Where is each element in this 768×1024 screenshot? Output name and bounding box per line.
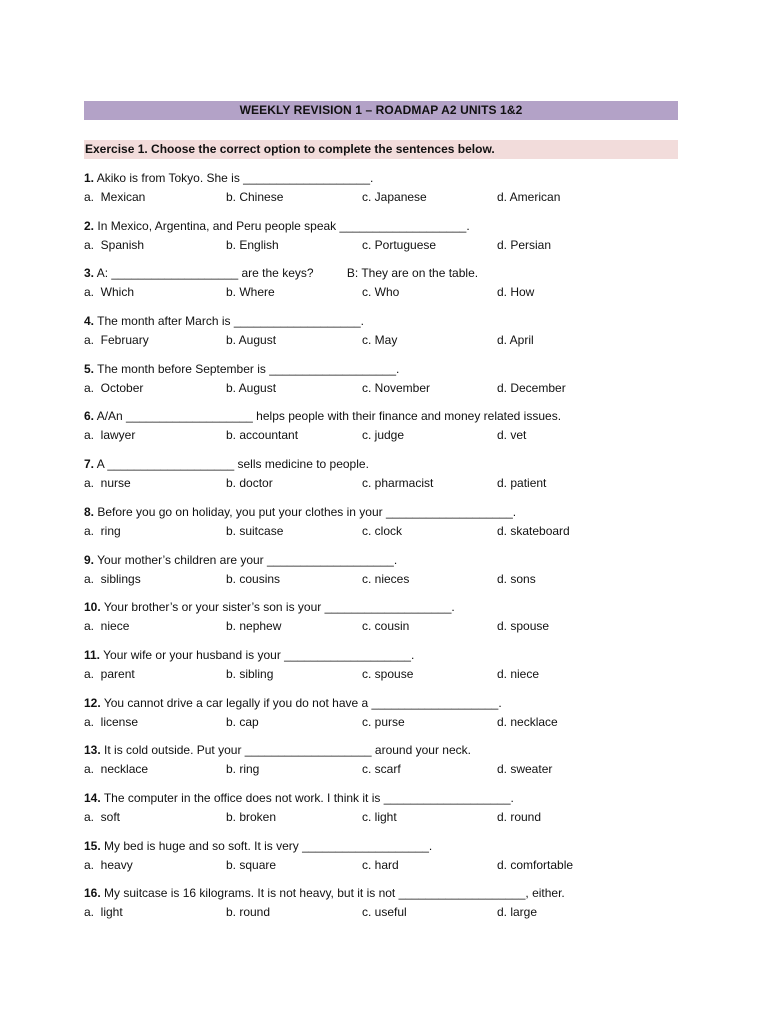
option-d: d. comfortable: [497, 857, 574, 872]
option-b: b. August: [226, 380, 277, 395]
option-d: d. sons: [497, 571, 536, 586]
question-item: [84, 551, 684, 599]
option-a: a. license: [84, 714, 139, 729]
question-number: 8.: [84, 504, 95, 519]
question-list: [84, 169, 684, 932]
option-b: b. round: [226, 905, 271, 920]
option-c: c. Japanese: [362, 190, 427, 204]
option-a: a. Which: [84, 285, 135, 300]
question-text: Your brother’s or your sister’s son is your ___________________.: [103, 600, 455, 615]
question-text: Your wife or your husband is your ___________________.: [103, 647, 415, 662]
question-text: The computer in the office does not work. I think it is ___________________.: [103, 790, 514, 805]
question-item: [84, 455, 684, 503]
option-b: b. English: [226, 237, 279, 252]
question-number: 9.: [84, 552, 95, 567]
question-item: [84, 789, 684, 837]
question-stem: [84, 741, 684, 760]
question-item: [84, 884, 684, 932]
question-number: 4.: [84, 314, 95, 329]
option-b: b. ring: [226, 762, 260, 777]
question-item: [84, 407, 684, 455]
option-c: c. Who: [362, 285, 400, 300]
question-stem: [84, 455, 684, 474]
question-number: 13.: [84, 743, 101, 758]
option-a: a. ring: [84, 523, 121, 538]
question-number: 6.: [84, 409, 95, 424]
question-text: A ___________________ sells medicine to people.: [96, 457, 369, 472]
option-a: a. light: [84, 905, 123, 920]
option-d: d. large: [497, 905, 538, 920]
question-number: 15.: [84, 838, 101, 853]
option-a: a. October: [84, 380, 144, 395]
question-text: Akiko is from Tokyo. She is ___________________.: [96, 171, 374, 185]
question-stem: [84, 646, 684, 665]
question-stem: [84, 312, 684, 331]
question-stem: [84, 789, 684, 808]
question-text: In Mexico, Argentina, and Peru people speak ___________________.: [97, 218, 470, 233]
question-item: [84, 312, 684, 360]
question-stem: [84, 407, 684, 426]
question-stem: [84, 837, 684, 856]
option-c: c. nieces: [362, 571, 410, 586]
question-stem: [84, 503, 684, 522]
question-number: 11.: [84, 647, 101, 662]
question-text: Your mother’s children are your ___________________.: [97, 552, 398, 567]
answer-options: [84, 188, 684, 207]
option-c: c. hard: [362, 857, 399, 872]
question-text: My bed is huge and so soft. It is very ___________________.: [104, 838, 433, 853]
answer-options: [84, 713, 684, 732]
option-d: d. How: [497, 285, 535, 300]
option-c: c. spouse: [362, 666, 414, 681]
option-d: d. Persian: [497, 237, 552, 252]
question-number: 5.: [84, 361, 95, 376]
question-item: [84, 741, 684, 789]
option-a: a. lawyer: [84, 428, 136, 443]
answer-options: [84, 522, 684, 541]
option-c: c. cousin: [362, 619, 410, 634]
question-number: 16.: [84, 886, 101, 901]
option-b: b. cap: [226, 714, 259, 729]
option-d: d. December: [497, 380, 566, 395]
question-item: [84, 646, 684, 694]
option-d: d. niece: [497, 666, 540, 681]
answer-options: [84, 903, 684, 922]
question-stem: [84, 884, 684, 903]
worksheet-title: WEEKLY REVISION 1 – ROADMAP A2 UNITS 1&2: [84, 101, 678, 120]
answer-options: [84, 474, 684, 493]
option-c: c. clock: [362, 523, 403, 538]
option-b: b. sibling: [226, 666, 274, 681]
question-text: A/An ___________________ helps people with their finance and money related issues.: [96, 409, 562, 424]
question-item: [84, 217, 684, 265]
answer-options: [84, 379, 684, 398]
question-stem: [84, 598, 684, 617]
answer-options: [84, 808, 684, 827]
option-b: b. cousins: [226, 571, 281, 586]
option-a: a. necklace: [84, 762, 149, 777]
question-text: My suitcase is 16 kilograms. It is not heavy, but it is not ___________________, either.: [104, 886, 565, 901]
option-a: a. siblings: [84, 571, 141, 586]
question-stem: [84, 551, 684, 570]
question-text: A: ___________________ are the keys? B: They are on the table.: [96, 266, 479, 281]
question-number: 7.: [84, 457, 95, 472]
option-c: c. light: [362, 809, 397, 824]
option-a: a. Mexican: [84, 190, 146, 204]
question-text: The month before September is ___________________.: [97, 361, 400, 376]
option-d: d. sweater: [497, 762, 553, 777]
option-d: d. necklace: [497, 714, 558, 729]
option-d: d. vet: [497, 428, 527, 443]
question-number: 2.: [84, 218, 95, 233]
question-item: [84, 837, 684, 885]
option-d: d. round: [497, 809, 542, 824]
option-b: b. August: [226, 333, 277, 348]
option-c: c. purse: [362, 714, 405, 729]
option-b: b. suitcase: [226, 523, 284, 538]
question-stem: [84, 169, 684, 188]
option-d: d. American: [497, 190, 561, 204]
question-number: 1.: [84, 171, 95, 185]
option-a: a. parent: [84, 666, 135, 681]
question-stem: [84, 360, 684, 379]
option-a: a. niece: [84, 619, 130, 634]
option-c: c. May: [362, 333, 398, 348]
option-d: d. patient: [497, 476, 547, 491]
option-b: b. broken: [226, 809, 277, 824]
option-c: c. November: [362, 380, 431, 395]
option-c: c. useful: [362, 905, 407, 920]
question-item: [84, 694, 684, 742]
question-text: The month after March is ___________________.: [97, 314, 364, 329]
question-item: [84, 264, 684, 312]
question-item: [84, 360, 684, 408]
option-b: b. accountant: [226, 428, 299, 443]
exercise-instruction: Exercise 1. Choose the correct option to complete the sentences below.: [84, 140, 678, 159]
option-c: c. Portuguese: [362, 237, 437, 252]
question-item: [84, 598, 684, 646]
question-text: It is cold outside. Put your ___________________ around your neck.: [104, 743, 471, 758]
option-c: c. pharmacist: [362, 476, 434, 491]
answer-options: [84, 283, 684, 302]
question-text: You cannot drive a car legally if you do not have a ___________________.: [103, 695, 502, 710]
question-number: 14.: [84, 790, 101, 805]
option-b: b. Chinese: [226, 190, 284, 204]
question-number: 12.: [84, 695, 101, 710]
option-d: d. skateboard: [497, 523, 570, 538]
option-b: b. doctor: [226, 476, 273, 491]
option-b: b. Where: [226, 285, 275, 300]
answer-options: [84, 331, 684, 350]
answer-options: [84, 236, 684, 255]
question-number: 10.: [84, 600, 101, 615]
option-c: c. judge: [362, 428, 405, 443]
question-stem: [84, 694, 684, 713]
option-d: d. spouse: [497, 619, 550, 634]
question-number: 3.: [84, 266, 95, 281]
option-c: c. scarf: [362, 762, 401, 777]
option-b: b. nephew: [226, 619, 282, 634]
question-item: [84, 169, 684, 217]
question-stem: [84, 217, 684, 236]
option-b: b. square: [226, 857, 277, 872]
answer-options: [84, 665, 684, 684]
answer-options: [84, 617, 684, 636]
answer-options: [84, 856, 684, 875]
answer-options: [84, 426, 684, 445]
answer-options: [84, 570, 684, 589]
question-text: Before you go on holiday, you put your clothes in your ___________________.: [97, 504, 517, 519]
answer-options: [84, 760, 684, 779]
option-a: a. soft: [84, 809, 121, 824]
option-a: a. Spanish: [84, 237, 145, 252]
option-d: d. April: [497, 333, 534, 348]
option-a: a. nurse: [84, 476, 131, 491]
question-stem: [84, 264, 684, 283]
option-a: a. heavy: [84, 857, 133, 872]
question-item: [84, 503, 684, 551]
option-a: a. February: [84, 333, 149, 348]
